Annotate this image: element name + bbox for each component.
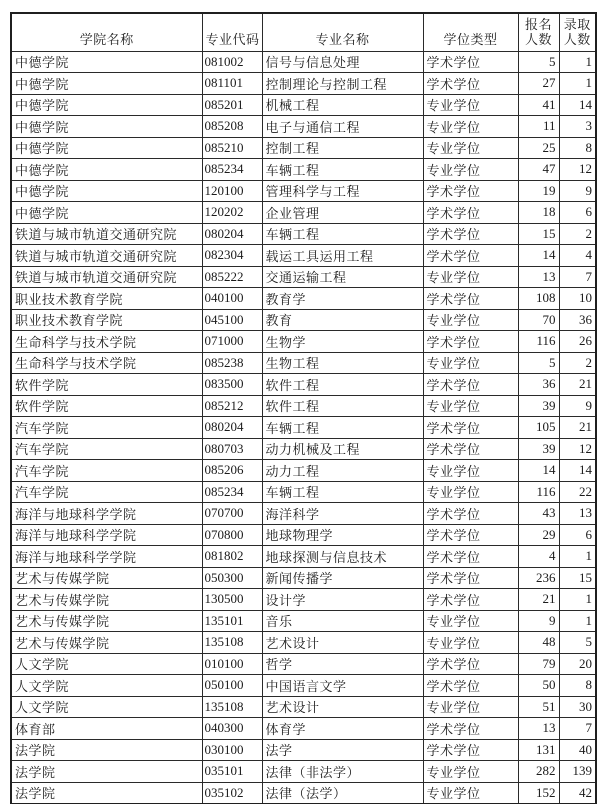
cell-major: 地球物理学 bbox=[262, 524, 423, 546]
cell-admitted: 1 bbox=[559, 589, 596, 611]
cell-major: 车辆工程 bbox=[262, 223, 423, 245]
cell-applicants: 9 bbox=[518, 610, 559, 632]
table-row bbox=[11, 116, 596, 138]
cell-code: 070700 bbox=[202, 503, 262, 525]
table-row bbox=[11, 653, 596, 675]
cell-college: 中德学院 bbox=[11, 180, 202, 202]
cell-major: 生物工程 bbox=[262, 352, 423, 374]
cell-admitted: 6 bbox=[559, 202, 596, 224]
cell-degree: 专业学位 bbox=[423, 460, 518, 482]
cell-code: 135101 bbox=[202, 610, 262, 632]
cell-admitted: 1 bbox=[559, 51, 596, 73]
cell-applicants: 14 bbox=[518, 245, 559, 267]
cell-code: 010100 bbox=[202, 653, 262, 675]
table-row bbox=[11, 352, 596, 374]
table-row bbox=[11, 374, 596, 396]
cell-college: 人文学院 bbox=[11, 696, 202, 718]
cell-degree: 学术学位 bbox=[423, 73, 518, 95]
cell-code: 083500 bbox=[202, 374, 262, 396]
cell-applicants: 14 bbox=[518, 460, 559, 482]
cell-degree: 学术学位 bbox=[423, 374, 518, 396]
cell-code: 070800 bbox=[202, 524, 262, 546]
table-row bbox=[11, 309, 596, 331]
cell-admitted: 42 bbox=[559, 782, 596, 804]
table-row bbox=[11, 73, 596, 95]
cell-college: 生命科学与技术学院 bbox=[11, 331, 202, 353]
table-row bbox=[11, 288, 596, 310]
cell-major: 车辆工程 bbox=[262, 481, 423, 503]
table-row bbox=[11, 223, 596, 245]
cell-degree: 学术学位 bbox=[423, 589, 518, 611]
cell-code: 081002 bbox=[202, 51, 262, 73]
cell-college: 汽车学院 bbox=[11, 460, 202, 482]
cell-applicants: 19 bbox=[518, 180, 559, 202]
cell-code: 120202 bbox=[202, 202, 262, 224]
cell-admitted: 1 bbox=[559, 73, 596, 95]
cell-admitted: 21 bbox=[559, 374, 596, 396]
cell-applicants: 282 bbox=[518, 761, 559, 783]
table-header bbox=[11, 13, 596, 51]
cell-applicants: 5 bbox=[518, 51, 559, 73]
cell-degree: 专业学位 bbox=[423, 352, 518, 374]
table-row bbox=[11, 245, 596, 267]
cell-major: 企业管理 bbox=[262, 202, 423, 224]
cell-major: 哲学 bbox=[262, 653, 423, 675]
cell-applicants: 15 bbox=[518, 223, 559, 245]
cell-major: 中国语言文学 bbox=[262, 675, 423, 697]
cell-major: 设计学 bbox=[262, 589, 423, 611]
cell-code: 035101 bbox=[202, 761, 262, 783]
cell-admitted: 20 bbox=[559, 653, 596, 675]
table-body bbox=[11, 51, 596, 804]
cell-code: 130500 bbox=[202, 589, 262, 611]
cell-admitted: 26 bbox=[559, 331, 596, 353]
cell-degree: 学术学位 bbox=[423, 675, 518, 697]
cell-major: 海洋科学 bbox=[262, 503, 423, 525]
table-row bbox=[11, 159, 596, 181]
column-header-college: 学院名称 bbox=[11, 13, 202, 51]
cell-major: 艺术设计 bbox=[262, 632, 423, 654]
cell-code: 085210 bbox=[202, 137, 262, 159]
cell-college: 人文学院 bbox=[11, 653, 202, 675]
table-row bbox=[11, 546, 596, 568]
cell-degree: 专业学位 bbox=[423, 159, 518, 181]
cell-code: 085201 bbox=[202, 94, 262, 116]
cell-major: 地球探测与信息技术 bbox=[262, 546, 423, 568]
cell-major: 动力机械及工程 bbox=[262, 438, 423, 460]
cell-degree: 学术学位 bbox=[423, 202, 518, 224]
cell-major: 机械工程 bbox=[262, 94, 423, 116]
cell-major: 软件工程 bbox=[262, 374, 423, 396]
cell-applicants: 47 bbox=[518, 159, 559, 181]
table-row bbox=[11, 761, 596, 783]
cell-admitted: 14 bbox=[559, 460, 596, 482]
table-row bbox=[11, 782, 596, 804]
table-row bbox=[11, 481, 596, 503]
cell-code: 135108 bbox=[202, 632, 262, 654]
cell-college: 中德学院 bbox=[11, 202, 202, 224]
cell-admitted: 13 bbox=[559, 503, 596, 525]
cell-degree: 学术学位 bbox=[423, 739, 518, 761]
cell-admitted: 36 bbox=[559, 309, 596, 331]
cell-degree: 专业学位 bbox=[423, 481, 518, 503]
cell-major: 车辆工程 bbox=[262, 417, 423, 439]
cell-degree: 专业学位 bbox=[423, 761, 518, 783]
cell-applicants: 43 bbox=[518, 503, 559, 525]
cell-college: 中德学院 bbox=[11, 94, 202, 116]
cell-applicants: 21 bbox=[518, 589, 559, 611]
cell-major: 教育学 bbox=[262, 288, 423, 310]
cell-college: 人文学院 bbox=[11, 675, 202, 697]
cell-applicants: 50 bbox=[518, 675, 559, 697]
cell-major: 体育学 bbox=[262, 718, 423, 740]
table-row bbox=[11, 94, 596, 116]
cell-college: 中德学院 bbox=[11, 159, 202, 181]
table-row bbox=[11, 202, 596, 224]
cell-major: 生物学 bbox=[262, 331, 423, 353]
cell-college: 中德学院 bbox=[11, 137, 202, 159]
cell-admitted: 8 bbox=[559, 137, 596, 159]
cell-major: 新闻传播学 bbox=[262, 567, 423, 589]
table-row bbox=[11, 180, 596, 202]
cell-admitted: 5 bbox=[559, 632, 596, 654]
cell-code: 080204 bbox=[202, 223, 262, 245]
cell-code: 081101 bbox=[202, 73, 262, 95]
table-row bbox=[11, 137, 596, 159]
cell-college: 海洋与地球科学学院 bbox=[11, 524, 202, 546]
table-row bbox=[11, 266, 596, 288]
cell-applicants: 36 bbox=[518, 374, 559, 396]
table-row bbox=[11, 567, 596, 589]
cell-degree: 学术学位 bbox=[423, 567, 518, 589]
column-header-code: 专业代码 bbox=[202, 13, 262, 51]
cell-degree: 学术学位 bbox=[423, 718, 518, 740]
cell-college: 法学院 bbox=[11, 761, 202, 783]
cell-admitted: 1 bbox=[559, 546, 596, 568]
cell-code: 045100 bbox=[202, 309, 262, 331]
cell-college: 艺术与传媒学院 bbox=[11, 589, 202, 611]
cell-applicants: 51 bbox=[518, 696, 559, 718]
cell-college: 铁道与城市轨道交通研究院 bbox=[11, 223, 202, 245]
cell-admitted: 21 bbox=[559, 417, 596, 439]
cell-major: 车辆工程 bbox=[262, 159, 423, 181]
table-row bbox=[11, 503, 596, 525]
cell-code: 040300 bbox=[202, 718, 262, 740]
cell-code: 085212 bbox=[202, 395, 262, 417]
header-row bbox=[11, 13, 596, 51]
cell-major: 电子与通信工程 bbox=[262, 116, 423, 138]
cell-applicants: 108 bbox=[518, 288, 559, 310]
cell-admitted: 1 bbox=[559, 610, 596, 632]
cell-applicants: 131 bbox=[518, 739, 559, 761]
cell-code: 085234 bbox=[202, 481, 262, 503]
cell-admitted: 2 bbox=[559, 223, 596, 245]
cell-admitted: 8 bbox=[559, 675, 596, 697]
cell-degree: 专业学位 bbox=[423, 94, 518, 116]
cell-applicants: 13 bbox=[518, 266, 559, 288]
cell-college: 艺术与传媒学院 bbox=[11, 567, 202, 589]
cell-degree: 学术学位 bbox=[423, 245, 518, 267]
cell-code: 071000 bbox=[202, 331, 262, 353]
cell-code: 030100 bbox=[202, 739, 262, 761]
cell-college: 生命科学与技术学院 bbox=[11, 352, 202, 374]
cell-college: 艺术与传媒学院 bbox=[11, 632, 202, 654]
column-header-applicants: 报名 人数 bbox=[518, 13, 559, 51]
cell-applicants: 70 bbox=[518, 309, 559, 331]
cell-college: 汽车学院 bbox=[11, 438, 202, 460]
cell-college: 汽车学院 bbox=[11, 481, 202, 503]
cell-college: 体育部 bbox=[11, 718, 202, 740]
cell-admitted: 3 bbox=[559, 116, 596, 138]
cell-major: 控制工程 bbox=[262, 137, 423, 159]
cell-degree: 专业学位 bbox=[423, 782, 518, 804]
cell-applicants: 5 bbox=[518, 352, 559, 374]
cell-admitted: 9 bbox=[559, 395, 596, 417]
cell-major: 动力工程 bbox=[262, 460, 423, 482]
cell-degree: 专业学位 bbox=[423, 395, 518, 417]
cell-code: 080204 bbox=[202, 417, 262, 439]
cell-college: 法学院 bbox=[11, 739, 202, 761]
cell-major: 软件工程 bbox=[262, 395, 423, 417]
cell-degree: 学术学位 bbox=[423, 653, 518, 675]
cell-applicants: 27 bbox=[518, 73, 559, 95]
cell-college: 中德学院 bbox=[11, 73, 202, 95]
admissions-table bbox=[10, 12, 597, 804]
cell-admitted: 4 bbox=[559, 245, 596, 267]
cell-major: 艺术设计 bbox=[262, 696, 423, 718]
cell-applicants: 79 bbox=[518, 653, 559, 675]
cell-code: 080703 bbox=[202, 438, 262, 460]
cell-code: 085238 bbox=[202, 352, 262, 374]
cell-code: 085222 bbox=[202, 266, 262, 288]
cell-applicants: 25 bbox=[518, 137, 559, 159]
cell-major: 法学 bbox=[262, 739, 423, 761]
cell-code: 120100 bbox=[202, 180, 262, 202]
table-row bbox=[11, 610, 596, 632]
cell-admitted: 14 bbox=[559, 94, 596, 116]
table-row bbox=[11, 718, 596, 740]
cell-degree: 专业学位 bbox=[423, 610, 518, 632]
cell-admitted: 40 bbox=[559, 739, 596, 761]
cell-code: 085234 bbox=[202, 159, 262, 181]
cell-code: 050300 bbox=[202, 567, 262, 589]
cell-applicants: 48 bbox=[518, 632, 559, 654]
cell-major: 载运工具运用工程 bbox=[262, 245, 423, 267]
cell-applicants: 105 bbox=[518, 417, 559, 439]
table-row bbox=[11, 331, 596, 353]
cell-code: 085206 bbox=[202, 460, 262, 482]
cell-degree: 学术学位 bbox=[423, 180, 518, 202]
cell-major: 管理科学与工程 bbox=[262, 180, 423, 202]
cell-degree: 学术学位 bbox=[423, 546, 518, 568]
cell-admitted: 7 bbox=[559, 266, 596, 288]
cell-applicants: 29 bbox=[518, 524, 559, 546]
cell-applicants: 116 bbox=[518, 481, 559, 503]
cell-code: 082304 bbox=[202, 245, 262, 267]
table-row bbox=[11, 417, 596, 439]
cell-college: 法学院 bbox=[11, 782, 202, 804]
table-row bbox=[11, 438, 596, 460]
cell-admitted: 22 bbox=[559, 481, 596, 503]
cell-applicants: 18 bbox=[518, 202, 559, 224]
column-header-major: 专业名称 bbox=[262, 13, 423, 51]
cell-college: 海洋与地球科学学院 bbox=[11, 546, 202, 568]
cell-degree: 专业学位 bbox=[423, 266, 518, 288]
cell-degree: 学术学位 bbox=[423, 524, 518, 546]
cell-college: 中德学院 bbox=[11, 116, 202, 138]
cell-college: 铁道与城市轨道交通研究院 bbox=[11, 245, 202, 267]
cell-major: 法律（非法学） bbox=[262, 761, 423, 783]
cell-college: 职业技术教育学院 bbox=[11, 309, 202, 331]
cell-code: 050100 bbox=[202, 675, 262, 697]
table-row bbox=[11, 51, 596, 73]
cell-code: 040100 bbox=[202, 288, 262, 310]
cell-admitted: 139 bbox=[559, 761, 596, 783]
cell-college: 软件学院 bbox=[11, 395, 202, 417]
cell-admitted: 15 bbox=[559, 567, 596, 589]
cell-applicants: 116 bbox=[518, 331, 559, 353]
cell-admitted: 9 bbox=[559, 180, 596, 202]
cell-degree: 学术学位 bbox=[423, 417, 518, 439]
column-header-admitted: 录取 人数 bbox=[559, 13, 596, 51]
cell-major: 交通运输工程 bbox=[262, 266, 423, 288]
cell-degree: 学术学位 bbox=[423, 223, 518, 245]
table-row bbox=[11, 395, 596, 417]
table-row bbox=[11, 739, 596, 761]
cell-degree: 专业学位 bbox=[423, 116, 518, 138]
cell-applicants: 13 bbox=[518, 718, 559, 740]
cell-college: 铁道与城市轨道交通研究院 bbox=[11, 266, 202, 288]
cell-degree: 专业学位 bbox=[423, 137, 518, 159]
cell-code: 081802 bbox=[202, 546, 262, 568]
table-row bbox=[11, 460, 596, 482]
cell-degree: 专业学位 bbox=[423, 632, 518, 654]
cell-degree: 学术学位 bbox=[423, 288, 518, 310]
cell-degree: 专业学位 bbox=[423, 696, 518, 718]
cell-admitted: 2 bbox=[559, 352, 596, 374]
cell-code: 135108 bbox=[202, 696, 262, 718]
column-header-degree: 学位类型 bbox=[423, 13, 518, 51]
table-row bbox=[11, 632, 596, 654]
cell-degree: 学术学位 bbox=[423, 51, 518, 73]
cell-admitted: 12 bbox=[559, 159, 596, 181]
cell-degree: 学术学位 bbox=[423, 438, 518, 460]
table-row bbox=[11, 524, 596, 546]
cell-admitted: 7 bbox=[559, 718, 596, 740]
cell-major: 控制理论与控制工程 bbox=[262, 73, 423, 95]
cell-applicants: 39 bbox=[518, 395, 559, 417]
cell-admitted: 30 bbox=[559, 696, 596, 718]
cell-applicants: 236 bbox=[518, 567, 559, 589]
cell-admitted: 12 bbox=[559, 438, 596, 460]
cell-applicants: 11 bbox=[518, 116, 559, 138]
cell-college: 职业技术教育学院 bbox=[11, 288, 202, 310]
cell-degree: 学术学位 bbox=[423, 331, 518, 353]
cell-college: 中德学院 bbox=[11, 51, 202, 73]
cell-major: 音乐 bbox=[262, 610, 423, 632]
table-row bbox=[11, 696, 596, 718]
cell-admitted: 6 bbox=[559, 524, 596, 546]
cell-college: 软件学院 bbox=[11, 374, 202, 396]
cell-applicants: 41 bbox=[518, 94, 559, 116]
cell-applicants: 39 bbox=[518, 438, 559, 460]
cell-degree: 专业学位 bbox=[423, 309, 518, 331]
cell-code: 085208 bbox=[202, 116, 262, 138]
cell-degree: 学术学位 bbox=[423, 503, 518, 525]
cell-applicants: 4 bbox=[518, 546, 559, 568]
cell-college: 汽车学院 bbox=[11, 417, 202, 439]
cell-college: 艺术与传媒学院 bbox=[11, 610, 202, 632]
cell-admitted: 10 bbox=[559, 288, 596, 310]
cell-code: 035102 bbox=[202, 782, 262, 804]
cell-major: 教育 bbox=[262, 309, 423, 331]
table-row bbox=[11, 589, 596, 611]
cell-major: 信号与信息处理 bbox=[262, 51, 423, 73]
cell-college: 海洋与地球科学学院 bbox=[11, 503, 202, 525]
cell-applicants: 152 bbox=[518, 782, 559, 804]
cell-major: 法律（法学） bbox=[262, 782, 423, 804]
table-row bbox=[11, 675, 596, 697]
